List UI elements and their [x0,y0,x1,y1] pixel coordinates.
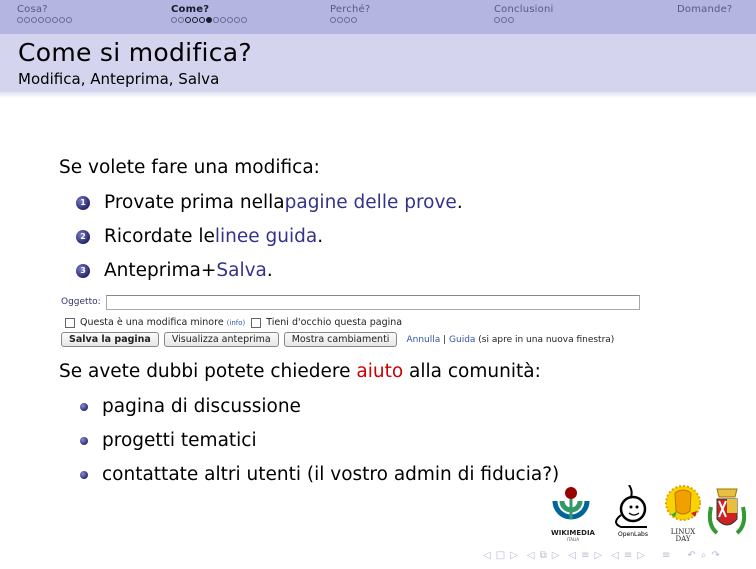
wikimedia-text: WIKIMEDIA [551,529,595,537]
nav-section-perche[interactable] [330,4,370,23]
show-preview-button[interactable]: Visualizza anteprima [164,332,279,347]
next-frame-icon[interactable]: ▷ [551,550,561,561]
step-text: Ricordate le [104,226,215,247]
help-note: (si apre in una nuova finestra) [475,334,615,345]
beamer-navigation-symbols [483,550,721,561]
step-text: Provate prima nella [104,192,285,213]
frame-dot[interactable] [508,17,514,23]
frame-title: Come si modifica? [18,38,252,67]
frame-dot[interactable] [31,17,37,23]
back-icon[interactable]: ↶ [687,550,697,561]
bullet-icon [80,437,88,445]
edit-links [406,335,614,345]
intro-text: Se volete fare una modifica: [59,157,320,178]
subsection-icon[interactable]: ≡ [581,550,591,561]
nav-dots [494,17,553,23]
bullet-text: contattate altri utenti (il vostro admin di fiducia?) [102,464,560,485]
step-suffix: . [266,260,273,281]
minor-edit-info-link[interactable]: (info) [226,318,246,327]
minor-edit-checkbox[interactable] [65,318,75,328]
subject-input[interactable] [106,295,640,310]
separator: | [440,334,450,345]
openlabs-text: OpenLabs [618,531,648,538]
bullet-item [76,430,257,451]
frame-dot[interactable] [344,17,350,23]
number-3-icon: 3 [76,264,90,278]
frame-dot[interactable] [337,17,343,23]
frame-dot[interactable] [220,17,226,23]
document-icon[interactable]: ≡ [662,550,672,561]
help-alert: aiuto [356,361,404,382]
frame-dot[interactable] [213,17,219,23]
number-2-icon: 2 [76,230,90,244]
frame-dot[interactable] [241,17,247,23]
guidelines-link[interactable]: linee guida [214,226,318,247]
wikimedia-subtext: ITALIA [566,537,580,542]
frame-subtitle: Modifica, Anteprima, Salva [18,70,220,88]
help-prefix: Se avete dubbi potete chiedere [59,361,357,382]
frame-dot[interactable] [59,17,65,23]
frame-dot[interactable] [45,17,51,23]
nav-section-cosa[interactable] [17,4,72,23]
search-icon[interactable]: ⌕ [700,550,708,561]
nav-section-label: Cosa? [17,4,48,15]
bullet-text: pagina di discussione [102,396,301,417]
sandbox-link[interactable]: pagine delle prove [284,192,457,213]
frame-dot[interactable] [494,17,500,23]
next-section-icon[interactable]: ▷ [637,550,646,561]
coat-of-arms-logo [705,485,749,543]
bullet-item [76,464,559,485]
openlabs-logo [607,485,659,543]
forward-icon[interactable]: ↷ [711,550,721,561]
frame-dot[interactable] [199,17,205,23]
nav-dots [17,17,72,23]
nav-dots [171,17,247,23]
linuxday-text: LINUX DAY [670,528,696,543]
cancel-link[interactable]: Annulla [406,334,441,345]
step-item [76,192,463,213]
frame-icon[interactable]: ⧉ [539,550,548,561]
bullet-icon [80,403,88,411]
frame-dot[interactable] [178,17,184,23]
nav-section-label: Perché? [330,4,371,15]
frame-title-bar [0,34,756,92]
bullet-item [76,396,301,417]
step-suffix: . [456,192,463,213]
step-item [76,260,273,281]
nav-section-label: Conclusioni [494,4,554,15]
nav-section-label: Come? [171,4,210,15]
help-link[interactable]: Guida [449,334,476,345]
bullet-text: progetti tematici [102,430,257,451]
frame-dot[interactable] [185,17,191,23]
prev-section-icon[interactable]: ◁ [611,550,620,561]
nav-section-come[interactable] [171,4,247,23]
step-text: Anteprima+ [104,260,217,281]
prev-frame-icon[interactable]: ◁ [526,550,536,561]
save-link[interactable]: Salva [216,260,267,281]
frame-dot[interactable] [227,17,233,23]
frame-dot[interactable] [351,17,357,23]
frame-dot[interactable] [66,17,72,23]
frame-dot[interactable] [192,17,198,23]
nav-section-conclusioni[interactable] [494,4,553,23]
minor-edit-label: Questa è una modifica minore [80,317,224,328]
frame-dot[interactable] [24,17,30,23]
frame-dot[interactable] [52,17,58,23]
help-text [59,361,541,382]
section-icon[interactable]: ≡ [623,550,634,561]
wikimedia-logo [545,485,601,543]
watch-page-label: Tieni d'occhio questa pagina [266,317,403,328]
save-page-button[interactable]: Salva la pagina [61,332,159,347]
number-1-icon: 1 [76,196,90,210]
prev-slide-icon[interactable]: ◁ [483,550,492,561]
next-slide-icon[interactable]: ▷ [510,550,519,561]
linuxday-logo [663,485,703,543]
nav-section-label: Domande? [677,4,733,15]
section-navigation-bar [0,0,756,34]
step-suffix: . [317,226,324,247]
help-suffix: alla comunità: [403,361,541,382]
watch-page-checkbox[interactable] [251,318,261,328]
subject-label: Oggetto: [61,297,101,307]
step-item [76,226,323,247]
edit-form-screenshot [59,293,641,351]
prev-subsection-icon[interactable]: ◁ [568,550,578,561]
frame-dot[interactable] [234,17,240,23]
slide-icon[interactable]: □ [495,550,507,561]
nav-dots [330,17,370,23]
bullet-icon [80,471,88,479]
current-frame-dot[interactable] [206,17,212,23]
frame-dot[interactable] [330,17,336,23]
frame-dot[interactable] [17,17,23,23]
frame-dot[interactable] [501,17,507,23]
frame-dot[interactable] [38,17,44,23]
edit-buttons-row [61,332,614,347]
frame-dot[interactable] [171,17,177,23]
show-changes-button[interactable]: Mostra cambiamenti [284,332,398,347]
next-subsection-icon[interactable]: ▷ [594,550,604,561]
sponsor-logos [545,485,755,545]
nav-section-domande[interactable] [677,4,732,15]
edit-options-row [65,317,402,328]
